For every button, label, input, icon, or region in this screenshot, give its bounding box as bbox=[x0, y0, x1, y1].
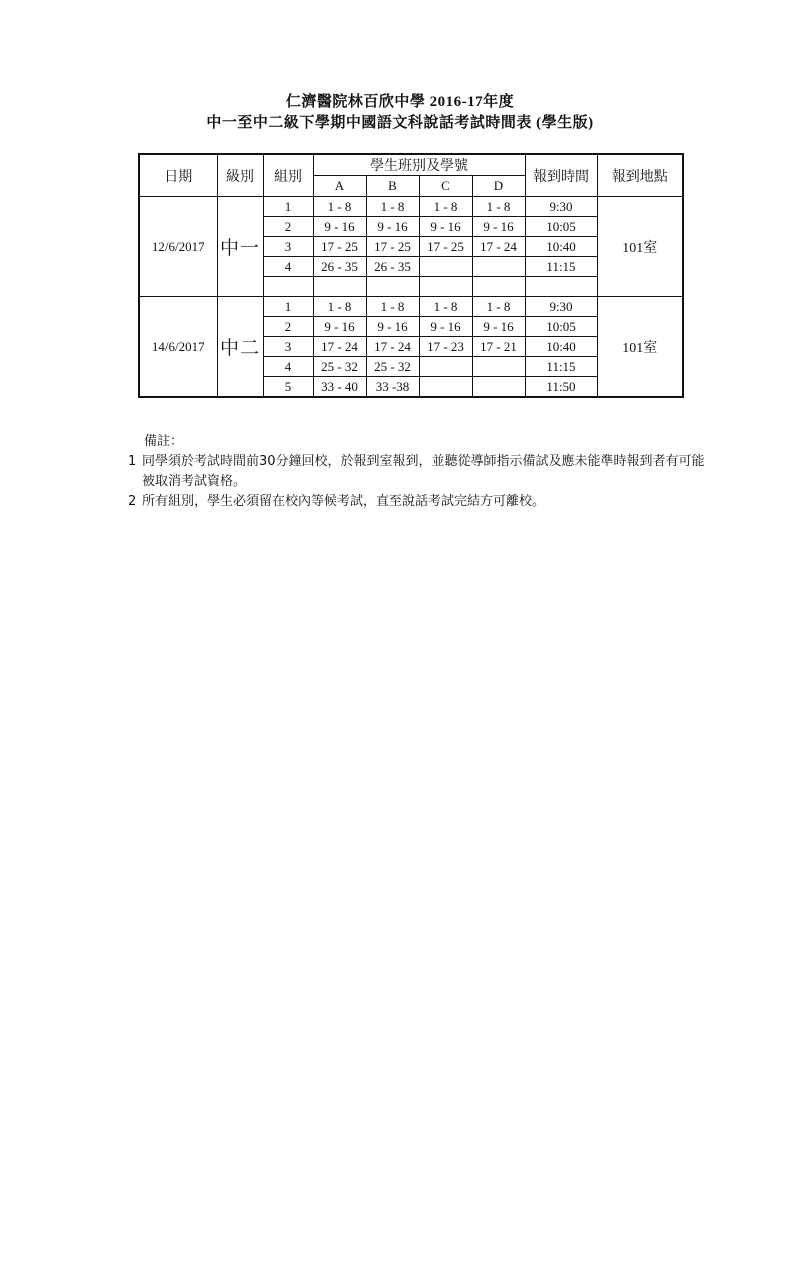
class-b-cell: 33 -38 bbox=[366, 377, 419, 398]
header-class-a: A bbox=[313, 176, 366, 197]
date-cell: 14/6/2017 bbox=[139, 297, 217, 398]
class-b-cell: 17 - 24 bbox=[366, 337, 419, 357]
exam-schedule-table bbox=[138, 153, 684, 398]
group-cell: 4 bbox=[263, 357, 313, 377]
class-d-cell bbox=[472, 357, 525, 377]
note-item bbox=[128, 492, 708, 512]
group-cell: 5 bbox=[263, 377, 313, 398]
report-time-cell bbox=[525, 277, 597, 297]
header-date: 日期 bbox=[139, 154, 217, 197]
group-cell: 4 bbox=[263, 257, 313, 277]
class-d-cell bbox=[472, 257, 525, 277]
class-b-cell: 26 - 35 bbox=[366, 257, 419, 277]
note-number: 2 bbox=[128, 494, 137, 509]
class-c-cell: 17 - 23 bbox=[419, 337, 472, 357]
report-time-cell: 9:30 bbox=[525, 197, 597, 217]
note-number: 1 bbox=[128, 454, 137, 469]
header-report-place: 報到地點 bbox=[597, 154, 683, 197]
report-time-cell: 9:30 bbox=[525, 297, 597, 317]
class-a-cell: 17 - 24 bbox=[313, 337, 366, 357]
class-a-cell: 25 - 32 bbox=[313, 357, 366, 377]
report-time-cell: 10:40 bbox=[525, 237, 597, 257]
note-text: 同學須於考試時間前30分鐘回校，於報到室報到，並聽從導師指示備試及應未能準時報到者有可能被取消考試資格。 bbox=[142, 454, 705, 489]
header-class-number: 學生班別及學號 bbox=[313, 154, 525, 176]
header-class-d: D bbox=[472, 176, 525, 197]
class-b-cell: 25 - 32 bbox=[366, 357, 419, 377]
class-a-cell: 33 - 40 bbox=[313, 377, 366, 398]
class-a-cell: 9 - 16 bbox=[313, 317, 366, 337]
report-place-cell: 101室 bbox=[597, 297, 683, 398]
class-c-cell: 17 - 25 bbox=[419, 237, 472, 257]
group-cell: 1 bbox=[263, 297, 313, 317]
class-b-cell: 17 - 25 bbox=[366, 237, 419, 257]
notes-section bbox=[128, 432, 708, 512]
report-time-cell: 11:15 bbox=[525, 357, 597, 377]
report-place-cell: 101室 bbox=[597, 197, 683, 297]
date-cell: 12/6/2017 bbox=[139, 197, 217, 297]
class-c-cell bbox=[419, 277, 472, 297]
group-cell: 2 bbox=[263, 217, 313, 237]
note-item bbox=[128, 452, 708, 492]
group-cell: 2 bbox=[263, 317, 313, 337]
class-d-cell: 9 - 16 bbox=[472, 317, 525, 337]
class-a-cell: 1 - 8 bbox=[313, 297, 366, 317]
class-d-cell bbox=[472, 277, 525, 297]
note-text: 所有組別，學生必須留在校內等候考試，直至說話考試完結方可離校。 bbox=[142, 494, 546, 509]
class-c-cell: 9 - 16 bbox=[419, 217, 472, 237]
class-a-cell: 9 - 16 bbox=[313, 217, 366, 237]
group-cell: 3 bbox=[263, 337, 313, 357]
class-d-cell: 1 - 8 bbox=[472, 297, 525, 317]
header-row-1 bbox=[139, 154, 683, 176]
class-b-cell: 1 - 8 bbox=[366, 297, 419, 317]
class-c-cell: 1 - 8 bbox=[419, 297, 472, 317]
report-time-cell: 11:50 bbox=[525, 377, 597, 398]
header-level: 級別 bbox=[217, 154, 263, 197]
header-class-b: B bbox=[366, 176, 419, 197]
class-a-cell: 26 - 35 bbox=[313, 257, 366, 277]
table-row bbox=[139, 197, 683, 217]
class-d-cell: 17 - 21 bbox=[472, 337, 525, 357]
class-c-cell bbox=[419, 257, 472, 277]
class-c-cell bbox=[419, 377, 472, 398]
class-b-cell: 1 - 8 bbox=[366, 197, 419, 217]
class-d-cell: 17 - 24 bbox=[472, 237, 525, 257]
notes-title: 備註： bbox=[144, 434, 184, 449]
report-time-cell: 11:15 bbox=[525, 257, 597, 277]
group-cell: 1 bbox=[263, 197, 313, 217]
level-cell: 中二 bbox=[217, 297, 263, 398]
class-b-cell bbox=[366, 277, 419, 297]
class-d-cell bbox=[472, 377, 525, 398]
report-time-cell: 10:05 bbox=[525, 217, 597, 237]
document-title: 仁濟醫院林百欣中學 2016-17年度 bbox=[285, 94, 515, 110]
header-report-time: 報到時間 bbox=[525, 154, 597, 197]
group-cell bbox=[263, 277, 313, 297]
class-c-cell: 1 - 8 bbox=[419, 197, 472, 217]
class-a-cell bbox=[313, 277, 366, 297]
class-d-cell: 1 - 8 bbox=[472, 197, 525, 217]
class-b-cell: 9 - 16 bbox=[366, 317, 419, 337]
class-a-cell: 17 - 25 bbox=[313, 237, 366, 257]
document-subtitle: 中一至中二級下學期中國語文科說話考試時間表 (學生版) bbox=[206, 115, 594, 131]
header-group: 組別 bbox=[263, 154, 313, 197]
class-a-cell: 1 - 8 bbox=[313, 197, 366, 217]
group-cell: 3 bbox=[263, 237, 313, 257]
class-d-cell: 9 - 16 bbox=[472, 217, 525, 237]
report-time-cell: 10:05 bbox=[525, 317, 597, 337]
report-time-cell: 10:40 bbox=[525, 337, 597, 357]
class-b-cell: 9 - 16 bbox=[366, 217, 419, 237]
level-cell: 中一 bbox=[217, 197, 263, 297]
class-c-cell: 9 - 16 bbox=[419, 317, 472, 337]
schedule-body bbox=[139, 197, 683, 398]
header-class-c: C bbox=[419, 176, 472, 197]
table-row bbox=[139, 297, 683, 317]
class-c-cell bbox=[419, 357, 472, 377]
